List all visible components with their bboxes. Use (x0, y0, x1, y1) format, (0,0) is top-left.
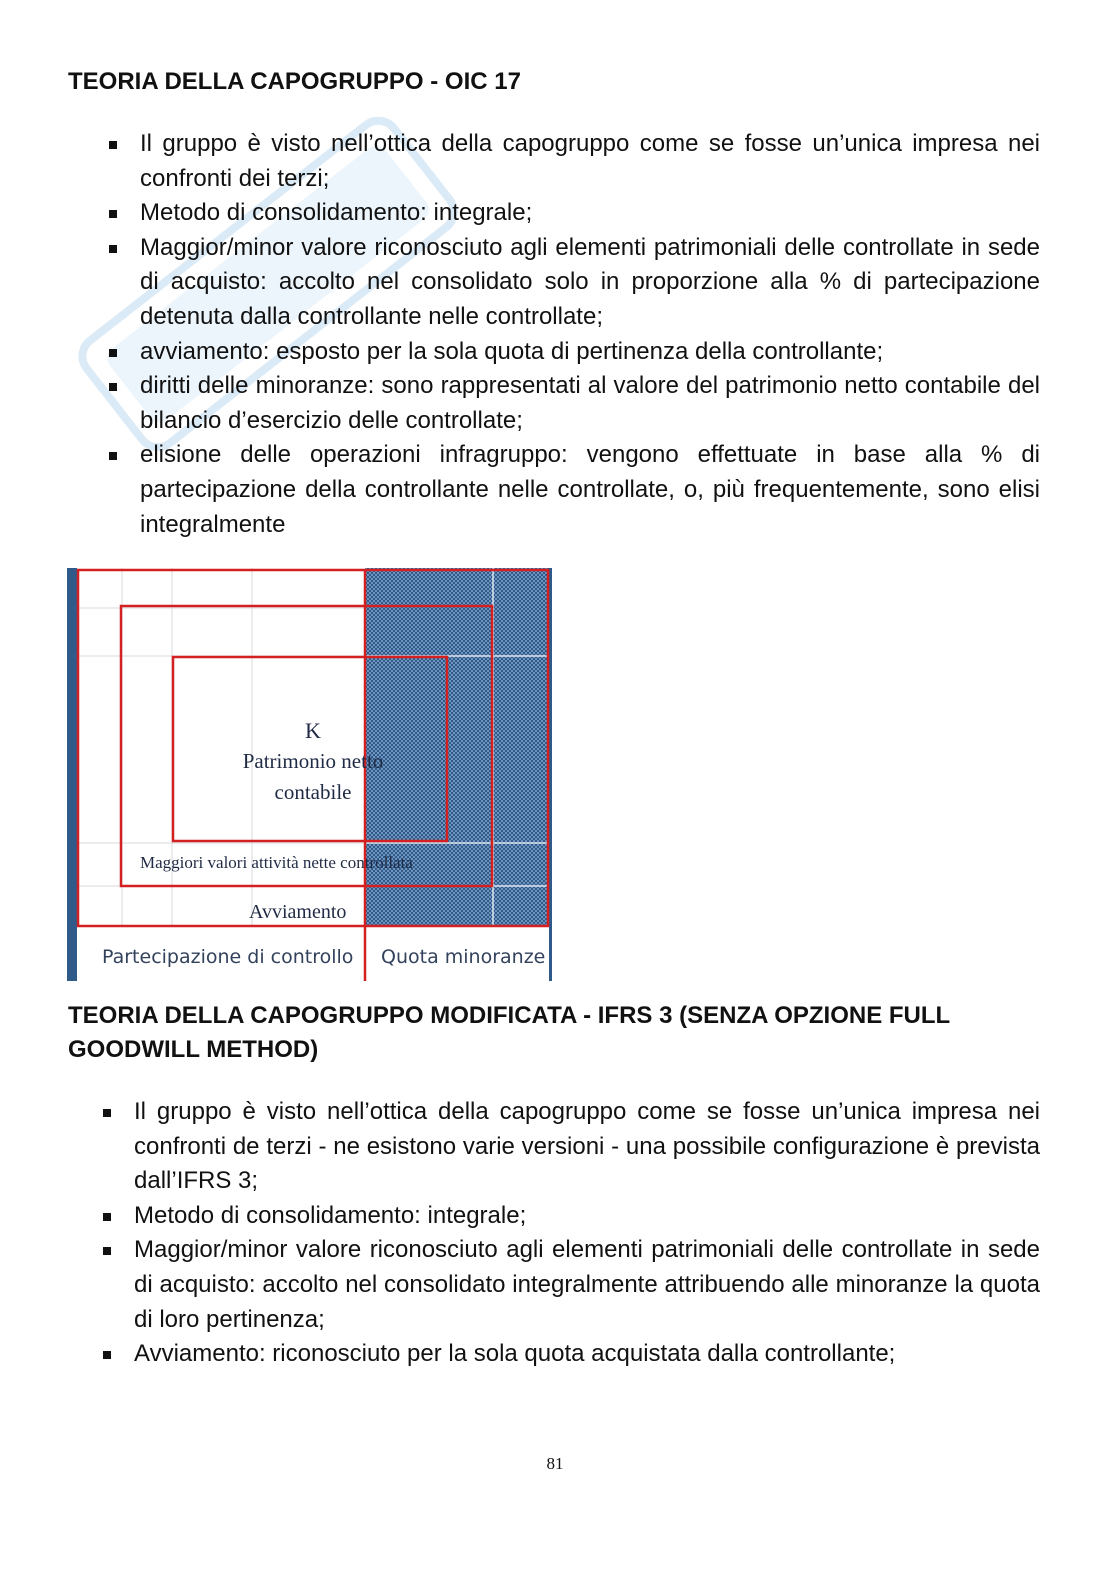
section1-bullet-list (140, 127, 1040, 542)
square-bullet-icon (109, 141, 117, 149)
quota-minoranze-label: Quota minoranze (381, 946, 546, 968)
section2-heading: TEORIA DELLA CAPOGRUPPO MODIFICATA - IFRS 3 (SENZA OPZIONE FULL GOODWILL METHOD) (68, 1002, 950, 1063)
square-bullet-icon (103, 1247, 111, 1255)
consolidation-diagram (67, 568, 555, 981)
partecipazione-label: Partecipazione di controllo (102, 946, 354, 968)
section2-bullet-list (134, 1095, 1040, 1372)
square-bullet-icon (109, 210, 117, 218)
square-bullet-icon (109, 383, 117, 391)
list-item: Metodo di consolidamento: integrale; (140, 196, 1040, 231)
section1-heading: TEORIA DELLA CAPOGRUPPO - OIC 17 (68, 68, 521, 95)
list-item: elisione delle operazioni infragruppo: vengono effettuate in base alla % di partecipazione della controllante nelle controllate, o, più frequentemente, sono elisi integralmente (140, 438, 1040, 542)
square-bullet-icon (109, 349, 117, 357)
minority-hatched-area (365, 568, 551, 926)
square-bullet-icon (103, 1213, 111, 1221)
square-bullet-icon (103, 1351, 111, 1359)
left-bar (67, 568, 77, 981)
pn-label-line2: contabile (274, 780, 352, 804)
square-bullet-icon (109, 452, 117, 460)
list-item: Il gruppo è visto nell’ottica della capogruppo come se fosse un’unica impresa nei confronti dei terzi; (140, 127, 1040, 196)
list-item: avviamento: esposto per la sola quota di pertinenza della controllante; (140, 335, 1040, 370)
list-item: diritti delle minoranze: sono rappresentati al valore del patrimonio netto contabile del bilancio d’esercizio delle controllate; (140, 369, 1040, 438)
square-bullet-icon (109, 245, 117, 253)
list-item: Avviamento: riconosciuto per la sola quota acquistata dalla controllante; (134, 1337, 1040, 1372)
k-label: K (305, 718, 321, 743)
pn-label-line1: Patrimonio netto (242, 749, 384, 773)
avviamento-label: Avviamento (249, 901, 347, 923)
list-item: Il gruppo è visto nell’ottica della capogruppo come se fosse un’unica impresa nei confronti de terzi - ne esistono varie versioni - una possibile configurazione è prevista dall’IFRS 3; (134, 1095, 1040, 1199)
list-item: Metodo di consolidamento: integrale; (134, 1199, 1040, 1234)
square-bullet-icon (103, 1109, 111, 1117)
list-item: Maggior/minor valore riconosciuto agli elementi patrimoniali delle controllate in sede di acquisto: accolto nel consolidato solo in proporzione alla % di partecipazione detenuta dalla controllante nelle controllate; (140, 231, 1040, 335)
maggiori-valori-label: Maggiori valori attività nette controllata (140, 853, 413, 872)
page-number: 81 (546, 1454, 564, 1473)
list-item: Maggior/minor valore riconosciuto agli elementi patrimoniali delle controllate in sede di acquisto: accolto nel consolidato integralmente attribuendo alle minoranze la quota di loro pertinenza; (134, 1233, 1040, 1337)
